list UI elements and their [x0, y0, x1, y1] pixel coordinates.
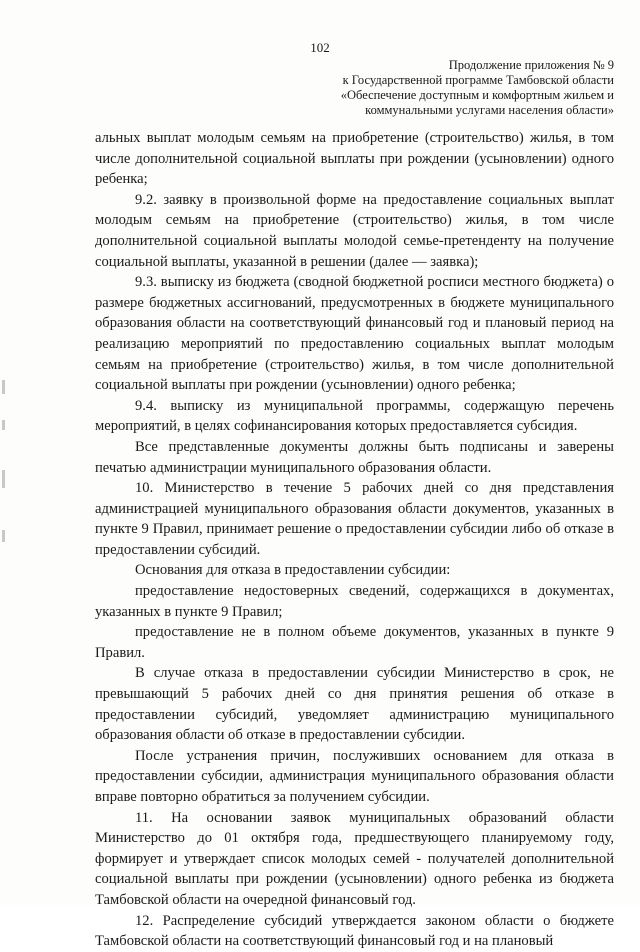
document-body — [95, 128, 614, 952]
appendix-header — [300, 58, 614, 118]
appendix-header-line: к Государственной программе Тамбовской области — [342, 73, 614, 87]
paragraph: альных выплат молодым семьям на приобретение (строительство) жилья, в том числе дополнительной социальной выплаты при рождении (усыновлении) одного ребенка; — [95, 130, 614, 188]
page-number: 102 — [310, 40, 330, 55]
paragraph: После устранения причин, послуживших основанием для отказа в предоставлении субсидии, администрация муниципального образования области вправе повторно обратиться за получением субсидии. — [95, 747, 614, 805]
paragraph: Все представленные документы должны быть подписаны и заверены печатью администрации муниципального образования области. — [95, 438, 614, 476]
paragraph: 11. На основании заявок муниципальных образований области Министерство до 01 октября года, предшествующего планируемому году, формирует и утверждает список молодых семей - получателей дополнительной социальной выплаты при рождении (усыновлении) одного ребенка из бюджета Тамбовской области на очередной финансовый год. — [95, 809, 614, 908]
paragraph: 9.4. выписку из муниципальной программы, содержащую перечень мероприятий, в целях софинансирования которых предоставляется субсидия. — [95, 397, 614, 435]
scan-margin-marks — [2, 380, 6, 580]
appendix-header-line: Продолжение приложения № 9 — [448, 58, 614, 72]
paragraph: 9.3. выписку из бюджета (сводной бюджетной росписи местного бюджета) о размере бюджетных ассигнований, предусмотренных в бюджете муниципального образования области на соответствующий финансовый год и плановый период на реализацию мероприятий по предоставлению социальных выплат молодым семьям на приобретение (строительство) жилья, в том числе дополнительной социальной выплаты при рождении (усыновлении) одного ребенка; — [95, 274, 614, 394]
paragraph: 12. Распределение субсидий утверждается законом области о бюджете Тамбовской области на соответствующий финансовый год и на плановый — [95, 912, 614, 950]
paragraph: 10. Министерство в течение 5 рабочих дней со дня представления администрацией муниципального образования области документов, указанных в пункте 9 Правил, принимает решение о предоставлении субсидии либо об отказе в предоставлении субсидий. — [95, 480, 614, 558]
appendix-header-line: коммунальными услугами населения области» — [365, 103, 614, 117]
paragraph: Основания для отказа в предоставлении субсидии: — [135, 562, 451, 579]
paragraph: предоставление недостоверных сведений, содержащихся в документах, указанных в пункте 9 Правил; — [95, 583, 614, 620]
appendix-header-line: «Обеспечение доступным и комфортным жильем и — [340, 88, 614, 102]
paragraph: В случае отказа в предоставлении субсидии Министерство в срок, не превышающий 5 рабочих дней со дня принятия решения об отказе в предоставлении субсидий, уведомляет администрацию муниципального образования области об отказе в предоставлении субсидии. — [95, 665, 614, 744]
paragraph: 9.2. заявку в произвольной форме на предоставление социальных выплат молодым семьям на приобретение (строительство) жилья, в том числе дополнительной социальной выплаты молодой семье-претенденту на получение социальной выплаты, указанной в решении (далее — заявка); — [95, 191, 614, 270]
paragraph: предоставление не в полном объеме документов, указанных в пункте 9 Правил. — [95, 624, 614, 661]
